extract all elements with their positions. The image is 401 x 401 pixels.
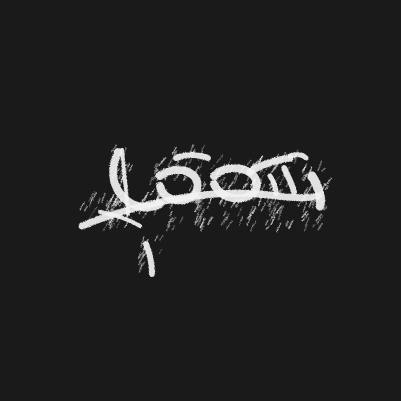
- hatch-line: [125, 221, 129, 228]
- hatch-line: [266, 226, 269, 230]
- hatch-line: [261, 204, 265, 212]
- hatch-line: [322, 168, 325, 171]
- hatch-line: [145, 195, 147, 200]
- hatch-line: [150, 178, 152, 185]
- hatch-line: [276, 203, 279, 207]
- hatch-line: [117, 222, 120, 228]
- hatch-line: [159, 249, 162, 254]
- hatch-line: [200, 202, 203, 207]
- hatch-line: [326, 186, 329, 189]
- hatch-line: [318, 224, 322, 230]
- hatch-line: [289, 220, 293, 228]
- hatch-line: [121, 177, 123, 182]
- hatch-line: [224, 212, 226, 216]
- hatch-line: [226, 221, 232, 230]
- hatch-line: [239, 217, 243, 226]
- hatch-line: [303, 202, 306, 212]
- hatch-line: [304, 173, 307, 180]
- hatch-line: [238, 207, 242, 216]
- hatch-line: [272, 165, 278, 173]
- hatch-line: [211, 165, 215, 170]
- descender-dot-stroke: [146, 244, 152, 274]
- hatch-line: [151, 189, 155, 195]
- hatch-line: [326, 178, 332, 185]
- hatch-line: [313, 224, 315, 227]
- hatch-line: [113, 201, 115, 205]
- hatch-line: [128, 163, 130, 167]
- hatch-line: [203, 182, 205, 186]
- hatch-line: [180, 217, 183, 223]
- hatch-line: [217, 155, 223, 162]
- hatch-line: [155, 235, 159, 241]
- hatch-line: [266, 221, 268, 225]
- hatch-line: [273, 199, 276, 205]
- hatch-line: [318, 161, 321, 171]
- hatch-line: [261, 174, 265, 181]
- hatch-line: [286, 221, 288, 225]
- hatch-line: [119, 173, 121, 178]
- hatch-line: [253, 207, 256, 213]
- hatch-line: [102, 193, 105, 202]
- hatch-line: [200, 163, 203, 169]
- hatch-line: [207, 202, 210, 209]
- hatch-line: [208, 217, 212, 224]
- upper-dash-stroke: [176, 155, 208, 158]
- hatch-line: [277, 223, 281, 232]
- hatch-line: [222, 217, 227, 224]
- hatch-line: [307, 185, 312, 195]
- hatch-line: [98, 199, 100, 204]
- hatch-line: [120, 182, 122, 186]
- hatch-line: [275, 176, 279, 181]
- hatch-line: [116, 201, 118, 206]
- hatch-line: [228, 182, 233, 189]
- hatch-line: [159, 158, 166, 165]
- hatch-line: [139, 264, 142, 272]
- hatch-line: [154, 210, 156, 215]
- hatch-line: [259, 197, 262, 206]
- hatch-line: [222, 177, 225, 185]
- hatch-line: [247, 160, 251, 165]
- hatch-line: [280, 176, 285, 185]
- hatch-line: [91, 207, 97, 215]
- hatch-line: [199, 174, 201, 179]
- hatch-line: [174, 174, 179, 180]
- hatch-line: [160, 236, 163, 241]
- hatch-line: [252, 221, 256, 228]
- hatch-line: [139, 255, 144, 265]
- hatch-line: [129, 165, 133, 171]
- hatch-line: [317, 214, 322, 221]
- hatch-line: [169, 218, 173, 224]
- hatch-line: [85, 207, 88, 211]
- hatch-line: [303, 164, 307, 173]
- hatch-line: [189, 159, 191, 163]
- top-right-dot-stroke: [290, 155, 306, 158]
- hatch-line: [247, 176, 249, 181]
- hatch-line: [80, 202, 84, 210]
- far-right-stroke: [312, 176, 321, 206]
- hatch-line: [103, 222, 108, 231]
- hatch-line: [168, 163, 171, 167]
- hatch-line: [91, 193, 96, 202]
- hatch-line: [189, 185, 192, 190]
- hatch-line: [196, 167, 199, 173]
- hatch-line: [202, 145, 205, 151]
- hatch-line: [267, 198, 269, 202]
- hatch-line: [172, 226, 174, 230]
- hatch-line: [302, 214, 308, 221]
- hatch-line: [170, 211, 172, 216]
